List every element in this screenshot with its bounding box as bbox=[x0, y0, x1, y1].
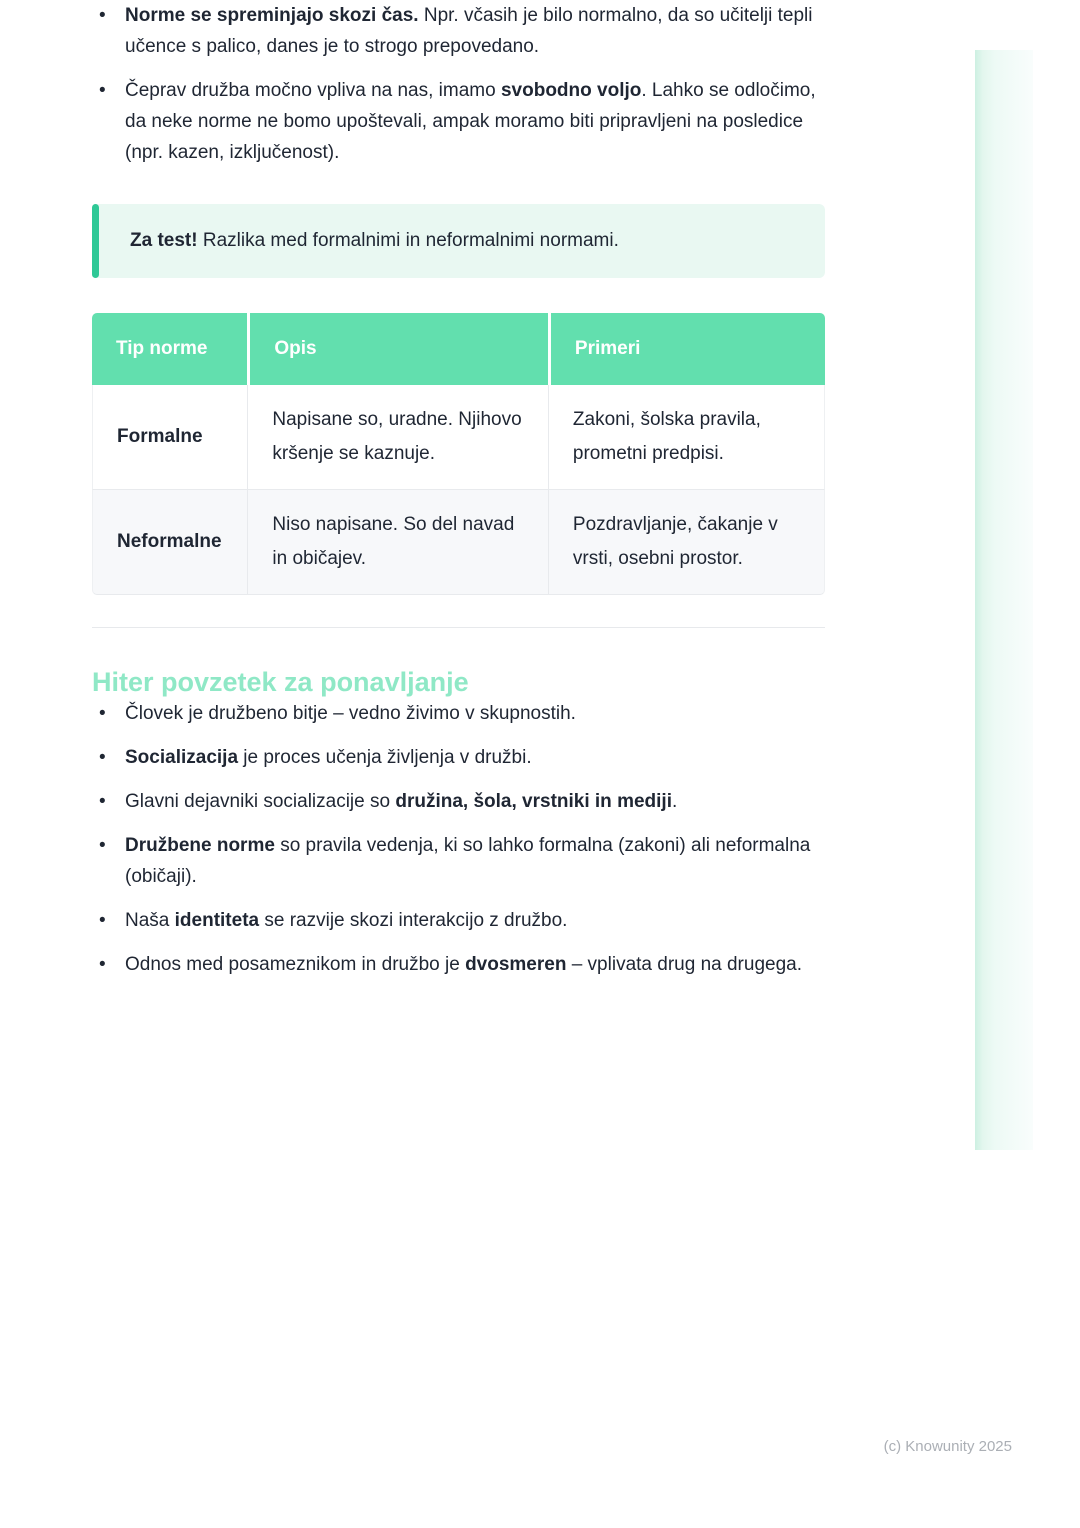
section-divider bbox=[92, 627, 825, 628]
table-row-neformalne bbox=[92, 490, 825, 595]
table-header-row bbox=[92, 313, 825, 385]
summary-heading: Hiter povzetek za ponavljanje bbox=[92, 667, 469, 697]
bullet-item-norms-change: • Norme se spreminjajo skozi čas. Npr. včasih je bilo normalno, da so učitelji tepli učence s palico, danes je to strogo prepovedano. bbox=[92, 0, 825, 62]
summary-bullet-list bbox=[92, 698, 825, 980]
bullet-item-social-being: • Človek je družbeno bitje – vedno živimo v skupnostih. bbox=[92, 698, 825, 729]
footer-copyright: (c) Knowunity 2025 bbox=[883, 1438, 1012, 1455]
bullet-item-socializacija: • Socializacija je proces učenja življenja v družbi. bbox=[92, 742, 825, 773]
table-header-primeri: Primeri bbox=[548, 313, 825, 385]
cell-neformalne-primeri: Pozdravljanje, čakanje v vrsti, osebni prostor. bbox=[548, 490, 825, 595]
norms-comparison-table bbox=[92, 313, 825, 595]
document-content bbox=[92, 0, 825, 993]
table-header-tip-norme: Tip norme bbox=[92, 313, 247, 385]
table-header-opis: Opis bbox=[247, 313, 548, 385]
bullet-item-dvosmeren: • Odnos med posameznikom in družbo je dvosmeren – vplivata drug na drugega. bbox=[92, 949, 825, 980]
right-accent-bar bbox=[975, 50, 1033, 1150]
bullet-item-druzbene-norme: • Družbene norme so pravila vedenja, ki so lahko formalna (zakoni) ali neformalna (običaji). bbox=[92, 830, 825, 892]
intro-bullet-list bbox=[92, 0, 825, 168]
cell-formalne-primeri: Zakoni, šolska pravila, prometni predpisi. bbox=[548, 385, 825, 490]
bullet-item-identiteta: • Naša identiteta se razvije skozi interakcijo z družbo. bbox=[92, 905, 825, 936]
cell-neformalne-opis: Niso napisane. So del navad in običajev. bbox=[247, 490, 548, 595]
callout-text: Za test! Razlika med formalnimi in neformalnimi normami. bbox=[130, 230, 619, 251]
table-row-formalne bbox=[92, 385, 825, 490]
bullet-item-free-will: • Čeprav družba močno vpliva na nas, imamo svobodno voljo. Lahko se odločimo, da neke norme ne bomo upoštevali, ampak moramo biti pripravljeni na posledice (npr. kazen, izključenost). bbox=[92, 75, 825, 168]
callout-accent-bar bbox=[92, 204, 99, 278]
cell-formalne-opis: Napisane so, uradne. Njihovo kršenje se kaznuje. bbox=[247, 385, 548, 490]
cell-formalne-tip: Formalne bbox=[92, 385, 247, 490]
bullet-item-dejavniki: • Glavni dejavniki socializacije so družina, šola, vrstniki in mediji. bbox=[92, 786, 825, 817]
cell-neformalne-tip: Neformalne bbox=[92, 490, 247, 595]
test-callout bbox=[92, 204, 825, 278]
